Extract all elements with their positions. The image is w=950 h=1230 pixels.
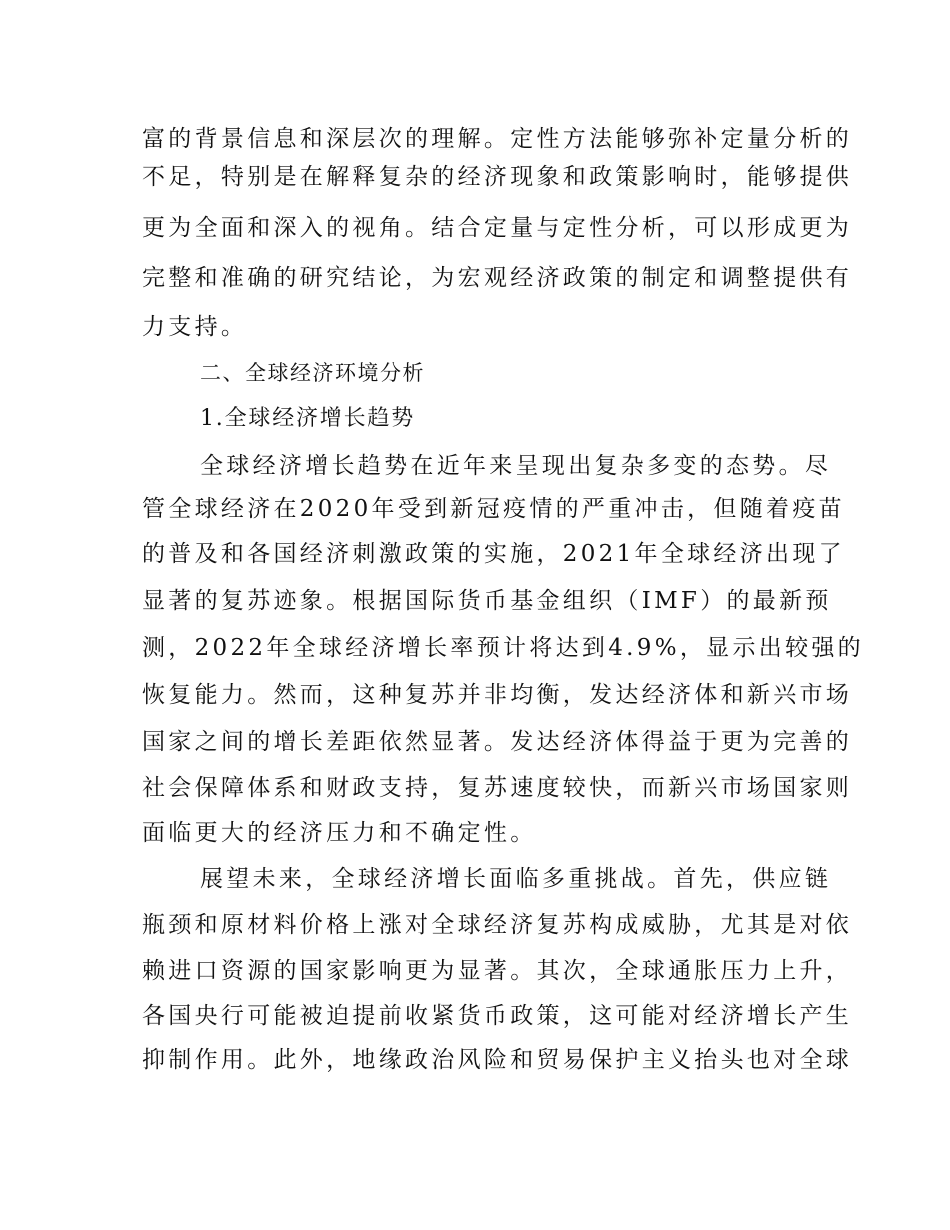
paragraph-2-line-3: 的普及和各国经济刺激政策的实施，2021年全球经济出现了	[142, 541, 845, 567]
paragraph-1-line-2: 不足，特别是在解释复杂的经济现象和政策影响时，能够提供	[142, 164, 853, 190]
subsection-heading: 1.全球经济增长趋势	[200, 406, 415, 431]
paragraph-3-line-4: 各国央行可能被迫提前收紧货币政策，这可能对经济增长产生	[142, 1003, 853, 1029]
paragraph-3-line-1: 展望未来，全球经济增长面临多重挑战。首先，供应链	[200, 866, 832, 892]
paragraph-3-line-5: 抑制作用。此外，地缘政治风险和贸易保护主义抬头也对全球	[142, 1047, 853, 1073]
paragraph-2-line-6: 恢复能力。然而，这种复苏并非均衡，发达经济体和新兴市场	[142, 682, 853, 708]
paragraph-1-line-4: 完整和准确的研究结论，为宏观经济政策的制定和调整提供有	[142, 265, 853, 291]
paragraph-1-line-5: 力支持。	[142, 314, 248, 340]
paragraph-2-line-2: 管全球经济在2020年受到新冠疫情的严重冲击，但随着疫苗	[142, 496, 845, 522]
paragraph-2-line-7: 国家之间的增长差距依然显著。发达经济体得益于更为完善的	[142, 729, 853, 755]
paragraph-2-line-4: 显著的复苏迹象。根据国际货币基金组织（IMF）的最新预	[142, 588, 832, 614]
paragraph-3-line-2: 瓶颈和原材料价格上涨对全球经济复苏构成威胁，尤其是对依	[142, 912, 853, 938]
paragraph-2-line-1: 全球经济增长趋势在近年来呈现出复杂多变的态势。尽	[200, 453, 832, 479]
paragraph-1-line-1: 富的背景信息和深层次的理解。定性方法能够弥补定量分析的	[142, 126, 853, 152]
paragraph-3-line-3: 赖进口资源的国家影响更为显著。其次，全球通胀压力上升，	[142, 958, 853, 984]
paragraph-2-line-9: 面临更大的经济压力和不确定性。	[142, 820, 537, 846]
paragraph-2-line-5: 测，2022年全球经济增长率预计将达到4.9%，显示出较强的	[142, 635, 864, 661]
section-heading: 二、全球经济环境分析	[200, 361, 425, 385]
paragraph-2-line-8: 社会保障体系和财政支持，复苏速度较快，而新兴市场国家则	[142, 775, 853, 801]
paragraph-1-line-3: 更为全面和深入的视角。结合定量与定性分析，可以形成更为	[142, 215, 853, 241]
